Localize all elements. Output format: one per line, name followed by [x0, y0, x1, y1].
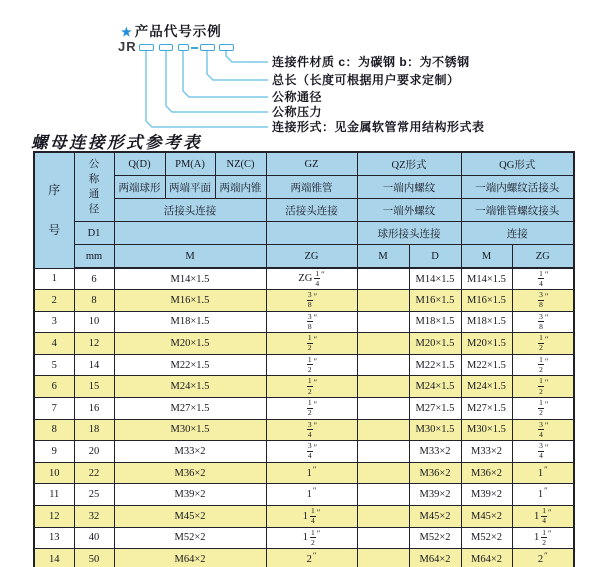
header-cell: mm [74, 245, 114, 269]
table-cell: 8 [34, 419, 74, 441]
code-box-4 [200, 44, 215, 51]
table-cell: M18×1.5 [114, 311, 266, 333]
table-cell: M64×2 [461, 549, 512, 567]
table-cell [357, 419, 409, 441]
table-cell: $\frac{3}{4}$ ″ [266, 419, 357, 441]
table-cell: M30×1.5 [409, 419, 461, 441]
table-cell: 9 [34, 441, 74, 463]
fraction: $\frac{1}{2}$ [539, 333, 543, 353]
table-cell: 6 [34, 376, 74, 398]
table-cell: M16×1.5 [114, 290, 266, 312]
table-cell: 14 [34, 549, 74, 567]
header-cell: 活接头连接 [114, 199, 266, 222]
table-cell: 16 [74, 398, 114, 420]
code-box-1 [139, 44, 154, 51]
table-cell: 2″ [512, 549, 574, 567]
table-row [34, 419, 574, 441]
fraction: $\frac{3}{8}$ [539, 311, 543, 331]
table-cell: $\frac{1}{2}$ ″ [266, 333, 357, 355]
header-cell: 两端锥管 [266, 176, 357, 199]
table-cell: 15 [74, 376, 114, 398]
table-cell [357, 462, 409, 484]
table-cell [357, 441, 409, 463]
table-cell: $\frac{1}{2}$ ″ [266, 376, 357, 398]
table-cell: M52×2 [114, 527, 266, 549]
table-cell [357, 549, 409, 567]
table-cell [357, 290, 409, 312]
label-nominal-diameter: 公称通径 [272, 90, 323, 104]
fraction: $\frac{3}{4}$ [307, 441, 312, 461]
table-body [34, 268, 574, 567]
table-cell: $\frac{1}{4}$ ″ [512, 268, 574, 290]
header-cell: 一端内螺纹活接头 [461, 176, 574, 199]
fraction: $\frac{1}{2}$ [307, 333, 312, 353]
table-cell: M18×1.5 [461, 311, 512, 333]
table-cell: M18×1.5 [409, 311, 461, 333]
table-cell [357, 527, 409, 549]
header-cell: M [114, 245, 266, 269]
table-cell: $\frac{1}{2}$ ″ [512, 376, 574, 398]
table-row [34, 527, 574, 549]
table-cell: $\frac{3}{8}$ ″ [266, 290, 357, 312]
table-cell: $\frac{1}{2}$ ″ [266, 354, 357, 376]
table-header-row [34, 199, 574, 222]
table-cell: 18 [74, 419, 114, 441]
label-total-length: 总长（长度可根据用户要求定制） [272, 73, 460, 87]
fraction: $\frac{1}{2}$ [539, 397, 543, 418]
table-cell: M36×2 [461, 462, 512, 484]
table-cell: $\frac{3}{8}$ ″ [512, 311, 574, 333]
table-cell: $\frac{3}{4}$ ″ [266, 441, 357, 463]
table-cell: M27×1.5 [114, 398, 266, 420]
table-cell: M27×1.5 [409, 398, 461, 420]
table-cell: 2 [34, 290, 74, 312]
table-cell: $\frac{3}{4}$ ″ [512, 419, 574, 441]
code-box-2 [159, 44, 173, 51]
header-cell [114, 222, 266, 245]
code-box-3 [178, 44, 189, 51]
star-icon: ★ [121, 25, 133, 39]
header-cell: 公称通径 [74, 152, 114, 222]
table-cell: 12 [34, 506, 74, 528]
table-cell: M22×1.5 [461, 354, 512, 376]
product-code-example-text: 产品代号示例 [134, 24, 222, 39]
header-cell [266, 222, 357, 245]
table-cell: 22 [74, 462, 114, 484]
table-cell: $\frac{3}{8}$ ″ [512, 290, 574, 312]
table-cell: M39×2 [114, 484, 266, 506]
table-cell: 1″ [512, 484, 574, 506]
table-cell: M14×1.5 [461, 268, 512, 290]
fraction: $\frac{3}{4}$ [307, 419, 312, 439]
table-cell: M24×1.5 [114, 376, 266, 398]
fraction: $\frac{1}{2}$ [307, 354, 312, 374]
label-connector-material: 连接件材质 c：为碳钢 b：为不锈钢 [272, 55, 470, 69]
table-cell: 8 [74, 290, 114, 312]
table-row [34, 549, 574, 567]
table-cell: $\frac{3}{4}$ ″ [512, 441, 574, 463]
table-cell: 1 $\frac{1}{2}$ ″ [512, 527, 574, 549]
table-row [34, 311, 574, 333]
fraction: $\frac{1}{2}$ [539, 354, 543, 374]
table-cell: M27×1.5 [461, 398, 512, 420]
table-header-row [34, 176, 574, 199]
header-cell: NZ(C) [215, 152, 266, 176]
header-cell: QG形式 [461, 152, 574, 176]
label-connection-form: 连接形式：见金属软管常用结构形式表 [272, 120, 485, 134]
header-cell: QZ形式 [357, 152, 461, 176]
table-cell: M33×2 [114, 441, 266, 463]
table-cell [357, 354, 409, 376]
table-cell: 11 [34, 484, 74, 506]
table-cell [357, 268, 409, 290]
table-cell: M30×1.5 [461, 419, 512, 441]
table-cell: M52×2 [461, 527, 512, 549]
header-cell: M [357, 245, 409, 269]
table-cell: ZG $\frac{1}{4}$ ″ [266, 268, 357, 290]
table-cell: M36×2 [409, 462, 461, 484]
table-cell [357, 506, 409, 528]
header-cell: 一端外螺纹 [357, 199, 461, 222]
table-cell: M24×1.5 [461, 376, 512, 398]
table-cell: $\frac{1}{2}$ ″ [512, 333, 574, 355]
table-cell: M36×2 [114, 462, 266, 484]
header-cell: 两端平面 [165, 176, 215, 199]
code-dash [191, 47, 198, 49]
table-row [34, 376, 574, 398]
fraction: $\frac{1}{2}$ [542, 527, 546, 547]
table-row [34, 462, 574, 484]
table-cell: M20×1.5 [461, 333, 512, 355]
table-cell: M24×1.5 [409, 376, 461, 398]
header-cell: 球形接头连接 [357, 222, 461, 245]
table-cell: 7 [34, 398, 74, 420]
table-cell [357, 376, 409, 398]
code-box-5 [219, 44, 234, 51]
code-prefix: JR [118, 39, 137, 54]
table-cell: 14 [74, 354, 114, 376]
table-cell: $\frac{3}{8}$ ″ [266, 311, 357, 333]
table-row [34, 354, 574, 376]
header-cell: M [461, 245, 512, 269]
table-cell: M16×1.5 [461, 290, 512, 312]
table-cell: $\frac{1}{2}$ ″ [512, 398, 574, 420]
table-row [34, 506, 574, 528]
fraction: $\frac{1}{4}$ [310, 505, 315, 526]
table-cell: M52×2 [409, 527, 461, 549]
header-cell: Q(D) [114, 152, 165, 176]
table-cell: 4 [34, 333, 74, 355]
header-cell: D1 [74, 222, 114, 245]
table-cell: 5 [34, 354, 74, 376]
fraction: $\frac{3}{8}$ [539, 290, 543, 310]
table-cell: 13 [34, 527, 74, 549]
table-cell: M64×2 [409, 549, 461, 567]
nut-connection-reference-table [33, 151, 575, 567]
fraction: $\frac{1}{2}$ [310, 527, 315, 547]
table-cell: 10 [34, 462, 74, 484]
table-cell: M39×2 [461, 484, 512, 506]
fraction: $\frac{3}{4}$ [539, 419, 543, 439]
header-cell: 两端球形 [114, 176, 165, 199]
fraction: $\frac{1}{4}$ [539, 268, 543, 288]
table-cell: 1 $\frac{1}{4}$ ″ [512, 506, 574, 528]
table-cell: M16×1.5 [409, 290, 461, 312]
table-cell: 1 $\frac{1}{4}$ ″ [266, 506, 357, 528]
table-cell: M45×2 [114, 506, 266, 528]
table-cell: M45×2 [409, 506, 461, 528]
table-header [34, 152, 574, 268]
table-cell: $\frac{1}{2}$ ″ [266, 398, 357, 420]
table-cell: 2″ [266, 549, 357, 567]
table-cell [357, 398, 409, 420]
table-cell: 1″ [266, 462, 357, 484]
fraction: $\frac{1}{4}$ [315, 268, 320, 288]
table-cell: M20×1.5 [409, 333, 461, 355]
table-cell: M30×1.5 [114, 419, 266, 441]
table-cell: 10 [74, 311, 114, 333]
table-row [34, 398, 574, 420]
table-cell: 20 [74, 441, 114, 463]
table-cell: M14×1.5 [409, 268, 461, 290]
table-cell: M22×1.5 [114, 354, 266, 376]
table-cell: M22×1.5 [409, 354, 461, 376]
table-cell: M33×2 [409, 441, 461, 463]
table-row [34, 290, 574, 312]
table-row [34, 441, 574, 463]
fraction: $\frac{1}{2}$ [307, 397, 312, 418]
header-cell: PM(A) [165, 152, 215, 176]
table-cell: 25 [74, 484, 114, 506]
table-header-row [34, 245, 574, 269]
fraction: $\frac{3}{8}$ [307, 311, 312, 331]
table-cell: $\frac{1}{2}$ ″ [512, 354, 574, 376]
table-cell: 6 [74, 268, 114, 290]
header-cell: D [409, 245, 461, 269]
table-cell [357, 333, 409, 355]
header-cell: ZG [266, 245, 357, 269]
table-cell: M20×1.5 [114, 333, 266, 355]
table-cell: 32 [74, 506, 114, 528]
header-cell: 一端内螺纹 [357, 176, 461, 199]
table-row [34, 484, 574, 506]
fraction: $\frac{1}{2}$ [307, 376, 312, 396]
header-cell: 两端内锥 [215, 176, 266, 199]
fraction: $\frac{1}{4}$ [542, 505, 546, 526]
table-cell [357, 311, 409, 333]
table-row [34, 268, 574, 290]
table-cell: 50 [74, 549, 114, 567]
header-cell: 一端锥管螺纹接头 [461, 199, 574, 222]
table-cell: M64×2 [114, 549, 266, 567]
header-cell: 活接头连接 [266, 199, 357, 222]
header-cell: 序号 [34, 152, 74, 268]
table-header-row [34, 222, 574, 245]
label-nominal-pressure: 公称压力 [272, 105, 323, 119]
table-header-row [34, 152, 574, 176]
table-cell [357, 484, 409, 506]
connector-lines [0, 0, 600, 140]
fraction: $\frac{3}{8}$ [307, 290, 312, 310]
table-cell: M33×2 [461, 441, 512, 463]
table-cell: 40 [74, 527, 114, 549]
table-cell: 1 [34, 268, 74, 290]
table-cell: 1″ [266, 484, 357, 506]
header-cell: ZG [512, 245, 574, 269]
table-cell: 1″ [512, 462, 574, 484]
table-cell: 1 $\frac{1}{2}$ ″ [266, 527, 357, 549]
table-cell: 3 [34, 311, 74, 333]
table-cell: M14×1.5 [114, 268, 266, 290]
section-title: 螺母连接形式参考表 [31, 133, 202, 152]
table-row [34, 333, 574, 355]
fraction: $\frac{1}{2}$ [539, 376, 543, 396]
table-cell: M45×2 [461, 506, 512, 528]
fraction: $\frac{3}{4}$ [539, 441, 543, 461]
header-cell: 连接 [461, 222, 574, 245]
header-cell: GZ [266, 152, 357, 176]
table-cell: M39×2 [409, 484, 461, 506]
table-cell: 12 [74, 333, 114, 355]
